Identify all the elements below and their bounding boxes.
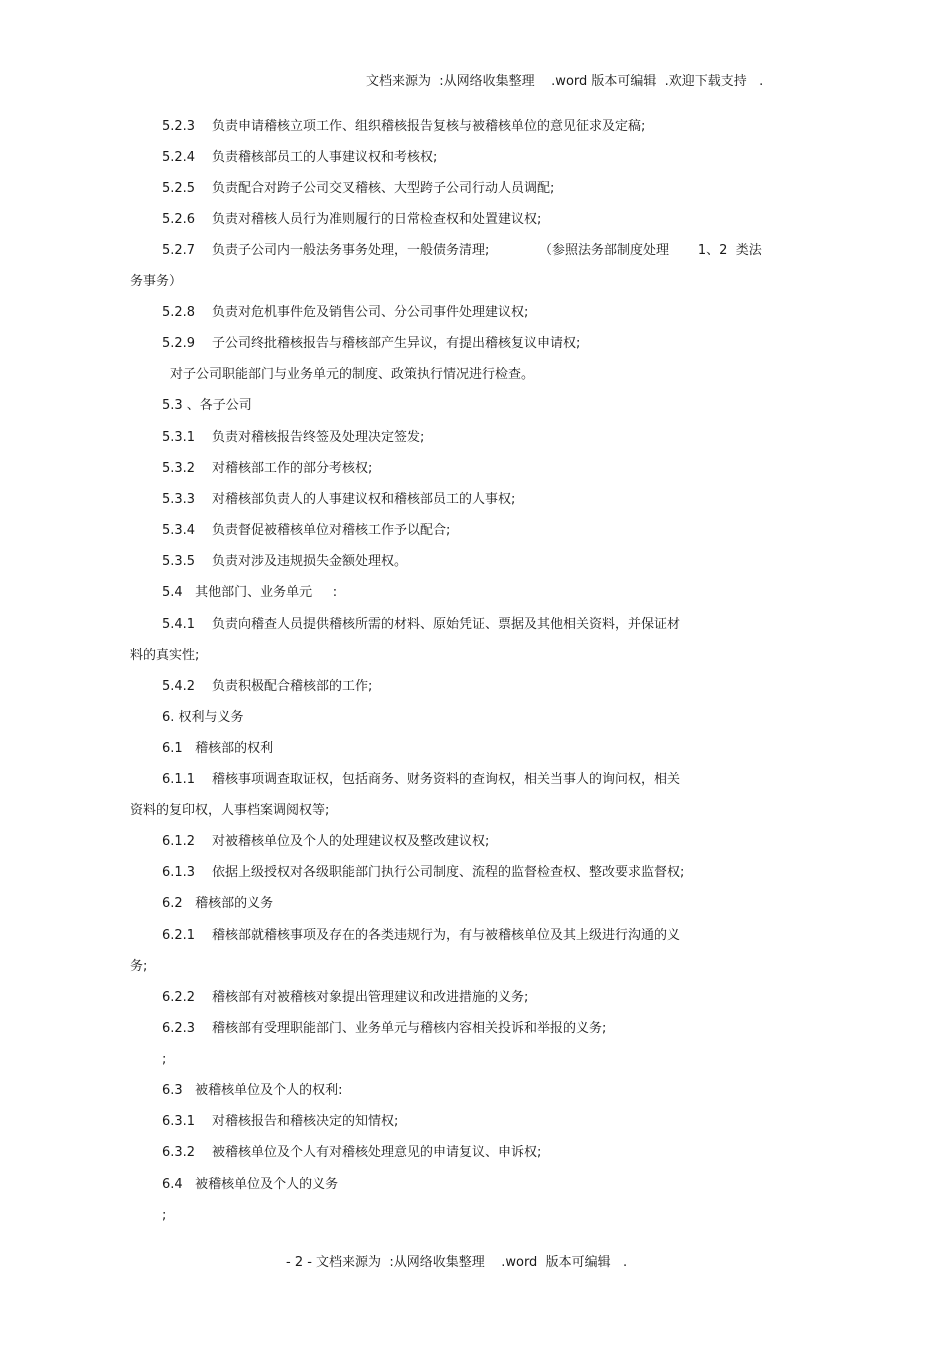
line-text: 6.1 稽核部的权利 bbox=[162, 741, 274, 756]
line-text: ; bbox=[162, 1052, 167, 1067]
line-text: 负责对稽核报告终签及处理决定签发; bbox=[212, 430, 425, 445]
section-number: 6.2.3 bbox=[162, 1021, 196, 1036]
section-number: 5.4.1 bbox=[162, 617, 196, 632]
line-text: 被稽核单位及个人有对稽核处理意见的申请复议、申诉权; bbox=[212, 1145, 542, 1160]
document-line bbox=[162, 242, 762, 260]
line-text: 5.4 其他部门、业务单元 : bbox=[162, 585, 338, 600]
section-number: 5.2.4 bbox=[162, 150, 196, 165]
document-line bbox=[162, 678, 372, 696]
line-text: 子公司终批稽核报告与稽核部产生异议，有提出稽核复议申请权; bbox=[212, 336, 581, 351]
section-number: 5.3.4 bbox=[162, 523, 196, 538]
section-number: 5.3.3 bbox=[162, 492, 196, 507]
line-text: 稽核事项调查取证权，包括商务、财务资料的查询权，相关当事人的询问权，相关 bbox=[212, 772, 681, 787]
page-header: 文档来源为 :从网络收集整理 .word 版本可编辑 .欢迎下载支持 . bbox=[366, 74, 764, 89]
section-number: 6.1.1 bbox=[162, 772, 196, 787]
line-text: 负责对涉及违规损失金额处理权。 bbox=[212, 554, 408, 569]
document-line bbox=[162, 833, 489, 851]
document-line bbox=[130, 958, 147, 976]
section-number: 5.2.9 bbox=[162, 336, 196, 351]
line-text: 对被稽核单位及个人的处理建议权及整改建议权; bbox=[212, 834, 490, 849]
document-line bbox=[162, 1176, 338, 1194]
document-line bbox=[162, 927, 680, 945]
line-text: 6. 权利与义务 bbox=[162, 710, 244, 725]
line-text: 稽核部就稽核事项及存在的各类违规行为，有与被稽核单位及其上级进行沟通的义 bbox=[212, 928, 681, 943]
line-text: 稽核部有受理职能部门、业务单元与稽核内容相关投诉和举报的义务; bbox=[212, 1021, 607, 1036]
document-line bbox=[162, 304, 528, 322]
document-line bbox=[130, 647, 199, 665]
document-line bbox=[170, 366, 534, 384]
section-number: 6.3.2 bbox=[162, 1145, 196, 1160]
document-line bbox=[162, 429, 424, 447]
document-line bbox=[162, 149, 437, 167]
line-text: 务; bbox=[130, 959, 148, 974]
document-line bbox=[162, 740, 273, 758]
section-number: 5.2.7 bbox=[162, 243, 196, 258]
line-text: 稽核部有对被稽核对象提出管理建议和改进措施的义务; bbox=[212, 990, 529, 1005]
line-text: ; bbox=[162, 1208, 167, 1223]
line-text: 资料的复印权，人事档案调阅权等; bbox=[130, 803, 330, 818]
section-number: 5.2.3 bbox=[162, 119, 196, 134]
document-line bbox=[162, 1113, 398, 1131]
line-text: 负责对稽核人员行为准则履行的日常检查权和处置建议权; bbox=[212, 212, 542, 227]
line-text: 对子公司职能部门与业务单元的制度、政策执行情况进行检查。 bbox=[170, 367, 535, 382]
document-line bbox=[162, 118, 645, 136]
document-line bbox=[162, 335, 580, 353]
section-number: 5.4.2 bbox=[162, 679, 196, 694]
document-line bbox=[162, 989, 528, 1007]
document-line bbox=[162, 1144, 541, 1162]
document-line bbox=[162, 709, 244, 727]
line-text: 负责督促被稽核单位对稽核工作予以配合; bbox=[212, 523, 451, 538]
document-line bbox=[162, 211, 541, 229]
document-line bbox=[162, 397, 252, 415]
document-line bbox=[162, 1082, 342, 1100]
section-number: 6.3.1 bbox=[162, 1114, 196, 1129]
document-line bbox=[162, 1051, 166, 1069]
line-text: 负责稽核部员工的人事建议权和考核权; bbox=[212, 150, 438, 165]
document-line bbox=[130, 802, 329, 820]
section-number: 5.2.6 bbox=[162, 212, 196, 227]
section-number: 6.1.3 bbox=[162, 865, 196, 880]
line-text: 依据上级授权对各级职能部门执行公司制度、流程的监督检查权、整改要求监督权; bbox=[212, 865, 685, 880]
line-text: 务事务） bbox=[130, 274, 183, 289]
line-text: 对稽核部工作的部分考核权; bbox=[212, 461, 373, 476]
line-text: 6.3 被稽核单位及个人的权利: bbox=[162, 1083, 343, 1098]
section-number: 6.1.2 bbox=[162, 834, 196, 849]
line-text: 料的真实性; bbox=[130, 648, 200, 663]
document-line bbox=[162, 771, 680, 789]
line-text: 负责配合对跨子公司交叉稽核、大型跨子公司行动人员调配; bbox=[212, 181, 555, 196]
document-line bbox=[130, 273, 182, 291]
line-text: 负责积极配合稽核部的工作; bbox=[212, 679, 373, 694]
section-number: 6.2.1 bbox=[162, 928, 196, 943]
line-text: 6.4 被稽核单位及个人的义务 bbox=[162, 1177, 339, 1192]
line-text: 负责对危机事件危及销售公司、分公司事件处理建议权; bbox=[212, 305, 529, 320]
section-number: 5.3.1 bbox=[162, 430, 196, 445]
section-number: 5.2.8 bbox=[162, 305, 196, 320]
line-text: 5.3 、各子公司 bbox=[162, 398, 252, 413]
line-text: 6.2 稽核部的义务 bbox=[162, 896, 274, 911]
page-footer: - 2 - 文档来源为 :从网络收集整理 .word 版本可编辑 . bbox=[286, 1255, 628, 1270]
section-number: 6.2.2 bbox=[162, 990, 196, 1005]
document-line bbox=[162, 1020, 606, 1038]
section-number: 5.3.5 bbox=[162, 554, 196, 569]
line-text: 负责向稽查人员提供稽核所需的材料、原始凭证、票据及其他相关资料，并保证材 bbox=[212, 617, 681, 632]
line-text: 对稽核部负责人的人事建议权和稽核部员工的人事权; bbox=[212, 492, 516, 507]
document-line bbox=[162, 180, 554, 198]
document-line bbox=[162, 491, 515, 509]
document-line bbox=[162, 1207, 166, 1225]
document-line bbox=[162, 895, 273, 913]
section-number: 5.2.5 bbox=[162, 181, 196, 196]
document-line bbox=[162, 616, 680, 634]
line-text: 负责子公司内一般法务事务处理，一般债务清理; （参照法务部制度处理 1、2 类法 bbox=[212, 243, 762, 258]
document-line bbox=[162, 460, 372, 478]
section-number: 5.3.2 bbox=[162, 461, 196, 476]
document-line bbox=[162, 522, 450, 540]
line-text: 对稽核报告和稽核决定的知情权; bbox=[212, 1114, 399, 1129]
document-line bbox=[162, 553, 407, 571]
document-line bbox=[162, 864, 684, 882]
line-text: 负责申请稽核立项工作、组织稽核报告复核与被稽核单位的意见征求及定稿; bbox=[212, 119, 646, 134]
document-line bbox=[162, 584, 337, 602]
